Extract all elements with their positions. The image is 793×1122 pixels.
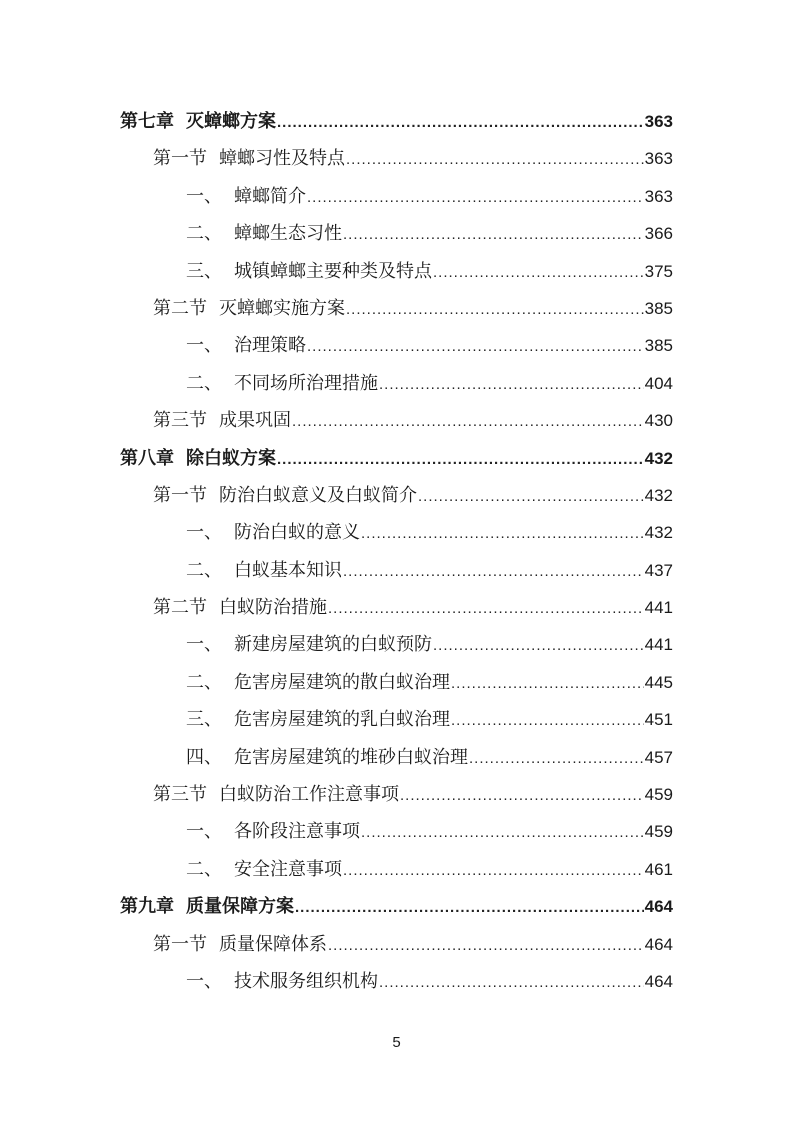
toc-page-number: 457 — [644, 747, 673, 767]
toc-page-number: 430 — [644, 411, 673, 431]
page-number: 5 — [392, 1034, 401, 1051]
toc-section-entry[interactable] — [120, 140, 673, 177]
toc-entry-title: 白蚁防治工作注意事项 — [219, 784, 399, 806]
toc-entry-number: 二、 — [186, 858, 222, 880]
dot-leader — [469, 740, 644, 777]
dot-leader — [328, 927, 644, 964]
toc-entry-title: 安全注意事项 — [234, 858, 342, 880]
toc-subsection-entry[interactable] — [120, 215, 673, 252]
toc-subsection-entry[interactable] — [120, 813, 673, 850]
toc-entry-number: 一、 — [186, 185, 222, 207]
toc-page-number: 459 — [644, 785, 673, 805]
toc-entry-title: 白蚁防治措施 — [219, 597, 327, 619]
dot-leader — [292, 403, 644, 440]
toc-entry-title: 防治白蚁意义及白蚁简介 — [219, 484, 417, 506]
toc-page-number: 432 — [644, 485, 673, 505]
toc-page-number: 363 — [644, 149, 673, 169]
toc-entry-number: 一、 — [186, 970, 222, 992]
toc-entry-number: 一、 — [186, 821, 222, 843]
toc-entry-number: 第一节 — [153, 933, 207, 955]
dot-leader — [346, 291, 644, 328]
toc-page-number: 461 — [644, 859, 673, 879]
toc-page-number: 441 — [644, 635, 673, 655]
toc-entry-number: 第一节 — [153, 148, 207, 170]
toc-page-number: 451 — [644, 710, 673, 730]
toc-section-entry[interactable] — [120, 926, 673, 963]
toc-subsection-entry[interactable] — [120, 327, 673, 364]
dot-leader — [295, 889, 644, 926]
toc-entry-title: 除白蚁方案 — [186, 447, 276, 469]
dot-leader — [277, 441, 644, 478]
toc-page-number: 464 — [644, 971, 673, 991]
dot-leader — [343, 553, 644, 590]
toc-entry-number: 三、 — [186, 709, 222, 731]
toc-entry-title: 蟑螂简介 — [234, 185, 306, 207]
toc-page-number: 445 — [644, 672, 673, 692]
toc-page-number: 385 — [644, 336, 673, 356]
toc-entry-title: 白蚁基本知识 — [234, 559, 342, 581]
dot-leader — [361, 515, 644, 552]
dot-leader — [307, 179, 644, 216]
toc-section-entry[interactable] — [120, 290, 673, 327]
toc-entry-number: 一、 — [186, 522, 222, 544]
toc-entry-number: 一、 — [186, 634, 222, 656]
toc-page-number: 441 — [644, 598, 673, 618]
toc-subsection-entry[interactable] — [120, 514, 673, 551]
toc-entry-title: 各阶段注意事项 — [234, 821, 360, 843]
toc-entry-number: 第七章 — [120, 111, 174, 132]
toc-entry-number: 三、 — [186, 260, 222, 282]
toc-entry-number: 第三节 — [153, 410, 207, 432]
dot-leader — [307, 328, 644, 365]
toc-subsection-entry[interactable] — [120, 739, 673, 776]
toc-subsection-entry[interactable] — [120, 178, 673, 215]
toc-subsection-entry[interactable] — [120, 851, 673, 888]
dot-leader — [451, 702, 644, 739]
dot-leader — [400, 777, 644, 814]
toc-section-entry[interactable] — [120, 477, 673, 514]
toc-section-entry[interactable] — [120, 776, 673, 813]
toc-entry-number: 第九章 — [120, 896, 174, 918]
toc-entry-title: 灭蟑螂实施方案 — [219, 297, 345, 319]
dot-leader — [277, 104, 644, 141]
toc-subsection-entry[interactable] — [120, 626, 673, 663]
toc-subsection-entry[interactable] — [120, 365, 673, 402]
toc-page-number: 366 — [644, 224, 673, 244]
toc-page-number: 363 — [644, 112, 673, 131]
toc-entry-title: 成果巩固 — [219, 410, 291, 432]
toc-entry-title: 危害房屋建筑的乳白蚁治理 — [234, 709, 450, 731]
toc-entry-title: 危害房屋建筑的散白蚁治理 — [234, 671, 450, 693]
toc-page-number: 363 — [644, 186, 673, 206]
toc-entry-title: 危害房屋建筑的堆砂白蚁治理 — [234, 746, 468, 768]
toc-entry-title: 灭蟑螂方案 — [186, 111, 276, 132]
toc-entry-title: 蟑螂习性及特点 — [219, 148, 345, 170]
dot-leader — [346, 141, 644, 178]
toc-chapter-entry[interactable] — [120, 440, 673, 477]
toc-page-number: 432 — [644, 523, 673, 543]
toc-subsection-entry[interactable] — [120, 552, 673, 589]
toc-entry-title: 技术服务组织机构 — [234, 970, 378, 992]
toc-entry-number: 二、 — [186, 559, 222, 581]
toc-entry-title: 城镇蟑螂主要种类及特点 — [234, 260, 432, 282]
table-of-contents — [120, 103, 673, 1000]
toc-chapter-entry[interactable] — [120, 888, 673, 925]
toc-subsection-entry[interactable] — [120, 701, 673, 738]
dot-leader — [418, 478, 644, 515]
toc-subsection-entry[interactable] — [120, 963, 673, 1000]
toc-entry-number: 第二节 — [153, 597, 207, 619]
toc-entry-title: 新建房屋建筑的白蚁预防 — [234, 634, 432, 656]
dot-leader — [343, 852, 644, 889]
toc-entry-number: 第二节 — [153, 297, 207, 319]
toc-entry-title: 治理策略 — [234, 335, 306, 357]
toc-entry-number: 二、 — [186, 223, 222, 245]
dot-leader — [343, 216, 644, 253]
toc-page-number: 437 — [644, 560, 673, 580]
toc-entry-title: 质量保障体系 — [219, 933, 327, 955]
toc-entry-title: 不同场所治理措施 — [234, 372, 378, 394]
toc-section-entry[interactable] — [120, 589, 673, 626]
dot-leader — [361, 814, 644, 851]
toc-page-number: 464 — [644, 897, 673, 917]
toc-page-number: 432 — [644, 448, 673, 468]
dot-leader — [451, 665, 644, 702]
toc-entry-number: 四、 — [186, 746, 222, 768]
toc-page-number: 404 — [644, 373, 673, 393]
toc-subsection-entry[interactable] — [120, 253, 673, 290]
toc-entry-number: 第一节 — [153, 484, 207, 506]
toc-entry-number: 第三节 — [153, 784, 207, 806]
toc-entry-number: 第八章 — [120, 447, 174, 469]
toc-page-number: 459 — [644, 822, 673, 842]
toc-chapter-entry[interactable] — [120, 103, 673, 140]
dot-leader — [379, 964, 644, 1001]
toc-entry-number: 二、 — [186, 671, 222, 693]
toc-entry-title: 防治白蚁的意义 — [234, 522, 360, 544]
toc-entry-number: 二、 — [186, 372, 222, 394]
dot-leader — [433, 254, 644, 291]
toc-section-entry[interactable] — [120, 402, 673, 439]
dot-leader — [433, 627, 644, 664]
toc-subsection-entry[interactable] — [120, 664, 673, 701]
dot-leader — [379, 366, 644, 403]
toc-entry-title: 蟑螂生态习性 — [234, 223, 342, 245]
toc-page-number: 385 — [644, 298, 673, 318]
toc-page-number: 375 — [644, 261, 673, 281]
dot-leader — [328, 590, 644, 627]
toc-page-number: 464 — [644, 934, 673, 954]
toc-entry-number: 一、 — [186, 335, 222, 357]
toc-entry-title: 质量保障方案 — [186, 896, 294, 918]
